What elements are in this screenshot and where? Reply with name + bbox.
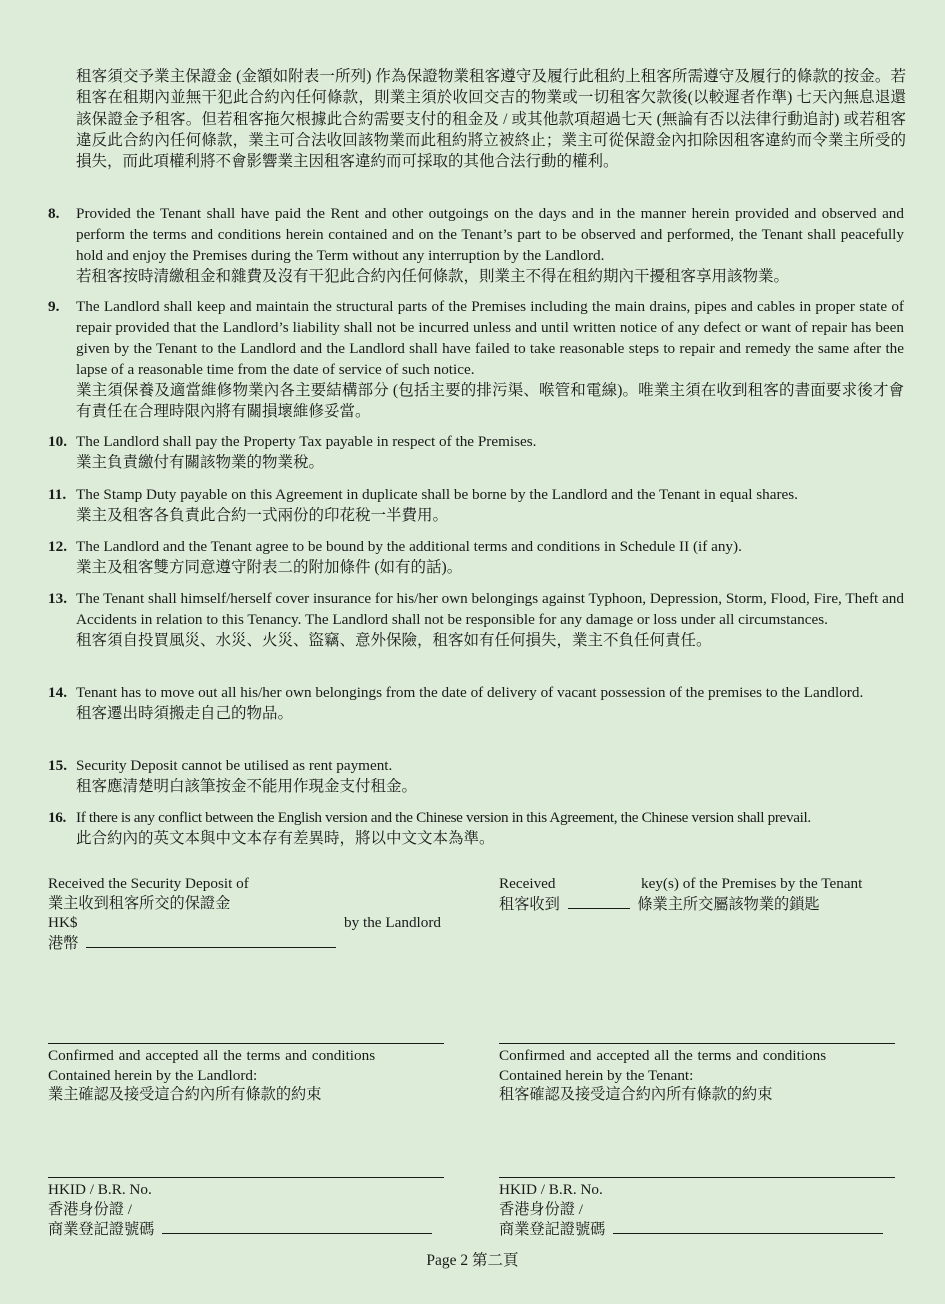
clause-12 [48, 536, 904, 578]
clause-chinese: 業主及租客各負責此合約一式兩份的印花稅一半費用。 [76, 507, 449, 524]
clause-16 [48, 807, 904, 849]
hkd-label-chinese: 港幣 [48, 934, 79, 952]
clause-english: Provided the Tenant shall have paid the Rent and other outgoings on the days and in the manner herein provided and observed and perform the terms and conditions herein contained and on the Tenant’s part to be observed and performed, the Tenant shall peacefully hold and enjoy the Premises during the Term without any interruption by the Landlord. [76, 205, 904, 264]
clause-number: 8. [48, 205, 60, 222]
clause-14 [48, 682, 904, 724]
clause-english: Tenant has to move out all his/her own belongings from the date of delivery of vacant possession of the premises to the Landlord. [76, 684, 864, 701]
clause-chinese: 此合約內的英文本與中文本存有差異時，將以中文文本為準。 [76, 830, 495, 847]
landlord-id-block [48, 1180, 448, 1240]
clause-chinese: 業主負責繳付有關該物業的物業稅。 [76, 454, 325, 471]
clause-number: 9. [48, 298, 60, 315]
landlord-id-number-line[interactable] [162, 1219, 432, 1234]
clause-chinese: 租客應清楚明白該筆按金不能用作現金支付租金。 [76, 778, 418, 795]
clause-chinese: 若租客按時清繳租金和雜費及沒有干犯此合約內任何條款，則業主不得在租約期內干擾租客享用該物業。 [76, 268, 790, 285]
hkd-label: HK$ [48, 914, 78, 931]
clause-chinese: 租客遷出時須搬走自己的物品。 [76, 705, 294, 722]
landlord-confirm-line1: Confirmed and accepted all the terms and conditions [48, 1047, 376, 1064]
landlord-name-line[interactable] [48, 1177, 444, 1178]
tenant-id-block [499, 1180, 899, 1240]
landlord-confirm-chinese: 業主確認及接受這合約內所有條款的約束 [48, 1086, 322, 1103]
keys-received-label: Received [499, 875, 556, 892]
clause-number: 11. [48, 486, 67, 503]
keys-received-tail-chinese: 條業主所交屬該物業的鎖匙 [637, 895, 820, 913]
clause-number: 15. [48, 757, 67, 774]
hkid-label: HKID / B.R. No. [48, 1181, 152, 1198]
tenant-confirm-line1: Confirmed and accepted all the terms and conditions [499, 1047, 827, 1064]
clause-11 [48, 484, 904, 526]
clause-15 [48, 755, 904, 797]
page-number: Page 2 第二頁 [426, 1252, 519, 1269]
tenant-signature-line[interactable] [499, 1043, 895, 1044]
br-label-chinese: 商業登記證號碼 [48, 1221, 155, 1238]
clause-10 [48, 431, 904, 473]
keys-count-line[interactable] [568, 894, 630, 909]
clause-13 [48, 588, 904, 651]
clause-8 [48, 203, 904, 287]
clause-9 [48, 296, 904, 422]
clause-number: 13. [48, 590, 67, 607]
tenant-name-line[interactable] [499, 1177, 895, 1178]
clause-english: The Landlord shall pay the Property Tax payable in respect of the Premises. [76, 433, 537, 450]
keys-receipt [499, 874, 919, 914]
clause-english: If there is any conflict between the English version and the Chinese version in this Agreement, the Chinese version shall prevail. [76, 809, 811, 826]
clause-chinese: 業主須保養及適當維修物業內各主要結構部分 (包括主要的排污渠、喉管和電線)。唯業主須在收到租客的書面要求後才會有責任在合理時限內將有關損壞維修妥當。 [76, 382, 904, 420]
deposit-receipt [48, 874, 448, 953]
hkid-label-chinese: 香港身份證 / [499, 1200, 583, 1218]
clause-number: 10. [48, 433, 67, 450]
clause-english: The Stamp Duty payable on this Agreement in duplicate shall be borne by the Landlord and the Tenant in equal shares. [76, 486, 798, 503]
tenant-confirm-line2: Contained herein by the Tenant: [499, 1066, 694, 1084]
tenant-id-number-line[interactable] [613, 1219, 883, 1234]
clause-english: The Tenant shall himself/herself cover insurance for his/her own belongings against Typhoon, Depression, Storm, Flood, Fire, Theft and Accidents in relation to this Tenancy. The Landlord shall not be responsible for any damage or loss under all circumstances. [76, 590, 904, 628]
deposit-received-label: Received the Security Deposit of [48, 875, 249, 892]
keys-received-tail: key(s) of the Premises by the Tenant [641, 875, 863, 892]
clause-english: Security Deposit cannot be utilised as rent payment. [76, 757, 393, 774]
hkid-label-chinese: 香港身份證 / [48, 1200, 132, 1218]
clause-english: The Landlord and the Tenant agree to be bound by the additional terms and conditions in Schedule II (if any). [76, 538, 742, 555]
hkid-label: HKID / B.R. No. [499, 1181, 603, 1198]
keys-received-label-chinese: 租客收到 [499, 895, 560, 913]
clause-number: 16. [48, 809, 66, 826]
br-label-chinese: 商業登記證號碼 [499, 1221, 606, 1238]
deposit-received-label-chinese: 業主收到租客所交的保證金 [48, 894, 231, 912]
landlord-signature-line[interactable] [48, 1043, 444, 1044]
clause-english: The Landlord shall keep and maintain the structural parts of the Premises including the main drains, pipes and cables in proper state of repair provided that the Landlord’s liability shall not be incurred unless and until written notice of any defect or want of repair has been given by the Tenant to the Landlord and the Landlord shall have failed to take reasonable steps to repair and remedy the same after the lapse of a reasonable time from the date of service of such notice. [76, 298, 904, 378]
deposit-amount-line[interactable] [86, 933, 336, 948]
clause-chinese: 業主及租客雙方同意遵守附表二的附加條件 (如有的話)。 [76, 559, 463, 576]
landlord-confirm-line2: Contained herein by the Landlord: [48, 1066, 258, 1084]
tenant-confirm-chinese: 租客確認及接受這合約內所有條款的約束 [499, 1086, 773, 1103]
clause-number: 14. [48, 684, 67, 701]
clause-chinese: 租客須自投買風災、水災、火災、盜竊、意外保險，租客如有任何損失，業主不負任何責任。 [76, 632, 712, 649]
tenant-confirmation [499, 1046, 899, 1105]
clause-number: 12. [48, 538, 67, 555]
by-landlord-label: by the Landlord [344, 914, 442, 931]
landlord-confirmation [48, 1046, 448, 1105]
deposit-clause-chinese: 租客須交予業主保證金 (金額如附表一所列) 作為保證物業租客遵守及履行此租約上租客所需遵守及履行的條款的按金。若租客在租期內並無干犯此合約內任何條款，則業主須於收回交吉的物業或一切租客欠款後(以較遲者作準) 七天內無息退還該保證金予租客。但若租客拖欠根據此合約需要支付的租金及 / 或其他款項超過七天 (無論有否以法律行動追討) 或若租客違反此合約內任何條款，業主可合法收回該物業而此租約將立被終止；業主可從保證金內扣除因租客違約而令業主所受的損失，而此項權利將不會影響業主因租客違約而可採取的其他合法行動的權利。 [76, 68, 906, 171]
